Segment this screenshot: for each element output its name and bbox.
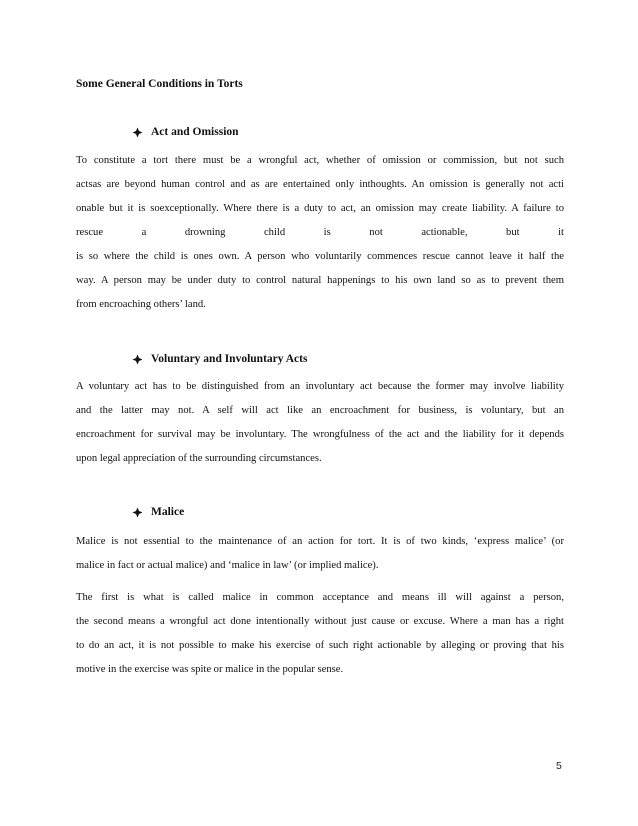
diamond-bullet-icon — [132, 127, 143, 138]
paragraph-line: The first is what is called malice in common acceptance and means ill will against a person, — [76, 592, 564, 603]
section-heading-text: Malice — [151, 506, 185, 518]
paragraph-line: encroachment for survival may be involuntary. The wrongfulness of the act and the liability for it depends — [76, 429, 564, 440]
paragraph-line: To constitute a tort there must be a wrongful act, whether of omission or commission, but not such — [76, 155, 564, 166]
paragraph-line: Malice is not essential to the maintenance of an action for tort. It is of two kinds, ‘express malice’ (or — [76, 536, 564, 547]
paragraph-line: rescue a drowning child is not actionable, but it — [76, 227, 564, 238]
paragraph-line: upon legal appreciation of the surrounding circumstances. — [76, 453, 322, 464]
diamond-bullet-icon — [132, 354, 143, 365]
section-heading-text: Voluntary and Involuntary Acts — [151, 353, 308, 365]
paragraph-line: from encroaching others’ land. — [76, 299, 206, 310]
paragraph-line: to do an act, it is not possible to make his exercise of such right actionable by alleging or proving that his — [76, 640, 564, 651]
diamond-bullet-icon — [132, 507, 143, 518]
paragraph-line: A voluntary act has to be distinguished from an involuntary act because the former may involve liability — [76, 381, 564, 392]
page-number: 5 — [556, 760, 562, 772]
paragraph-line: motive in the exercise was spite or malice in the popular sense. — [76, 664, 344, 675]
paragraph-line: actsas are beyond human control and as are entertained only inthoughts. An omission is generally not acti — [76, 179, 564, 190]
paragraph-line: onable but it is soexceptionally. Where there is a duty to act, an omission may create liability. A failure to — [76, 203, 564, 214]
paragraph-line: malice in fact or actual malice) and ‘malice in law’ (or implied malice). — [76, 560, 379, 571]
paragraph-line: and the latter may not. A self will act like an encroachment for business, is voluntary, but an — [76, 405, 564, 416]
paragraph-line: the second means a wrongful act done intentionally without just cause or excuse. Where a man has a right — [76, 616, 564, 627]
section-heading-malice — [132, 506, 184, 518]
section-heading-text: Act and Omission — [151, 126, 239, 138]
section-heading-voluntary-involuntary — [132, 353, 307, 365]
document-title: Some General Conditions in Torts — [76, 78, 243, 90]
paragraph-line: is so where the child is ones own. A person who voluntarily commences rescue cannot leave it half the — [76, 251, 564, 262]
section-heading-act-and-omission — [132, 126, 239, 138]
paragraph-line: way. A person may be under duty to control natural happenings to his own land so as to prevent them — [76, 275, 564, 286]
